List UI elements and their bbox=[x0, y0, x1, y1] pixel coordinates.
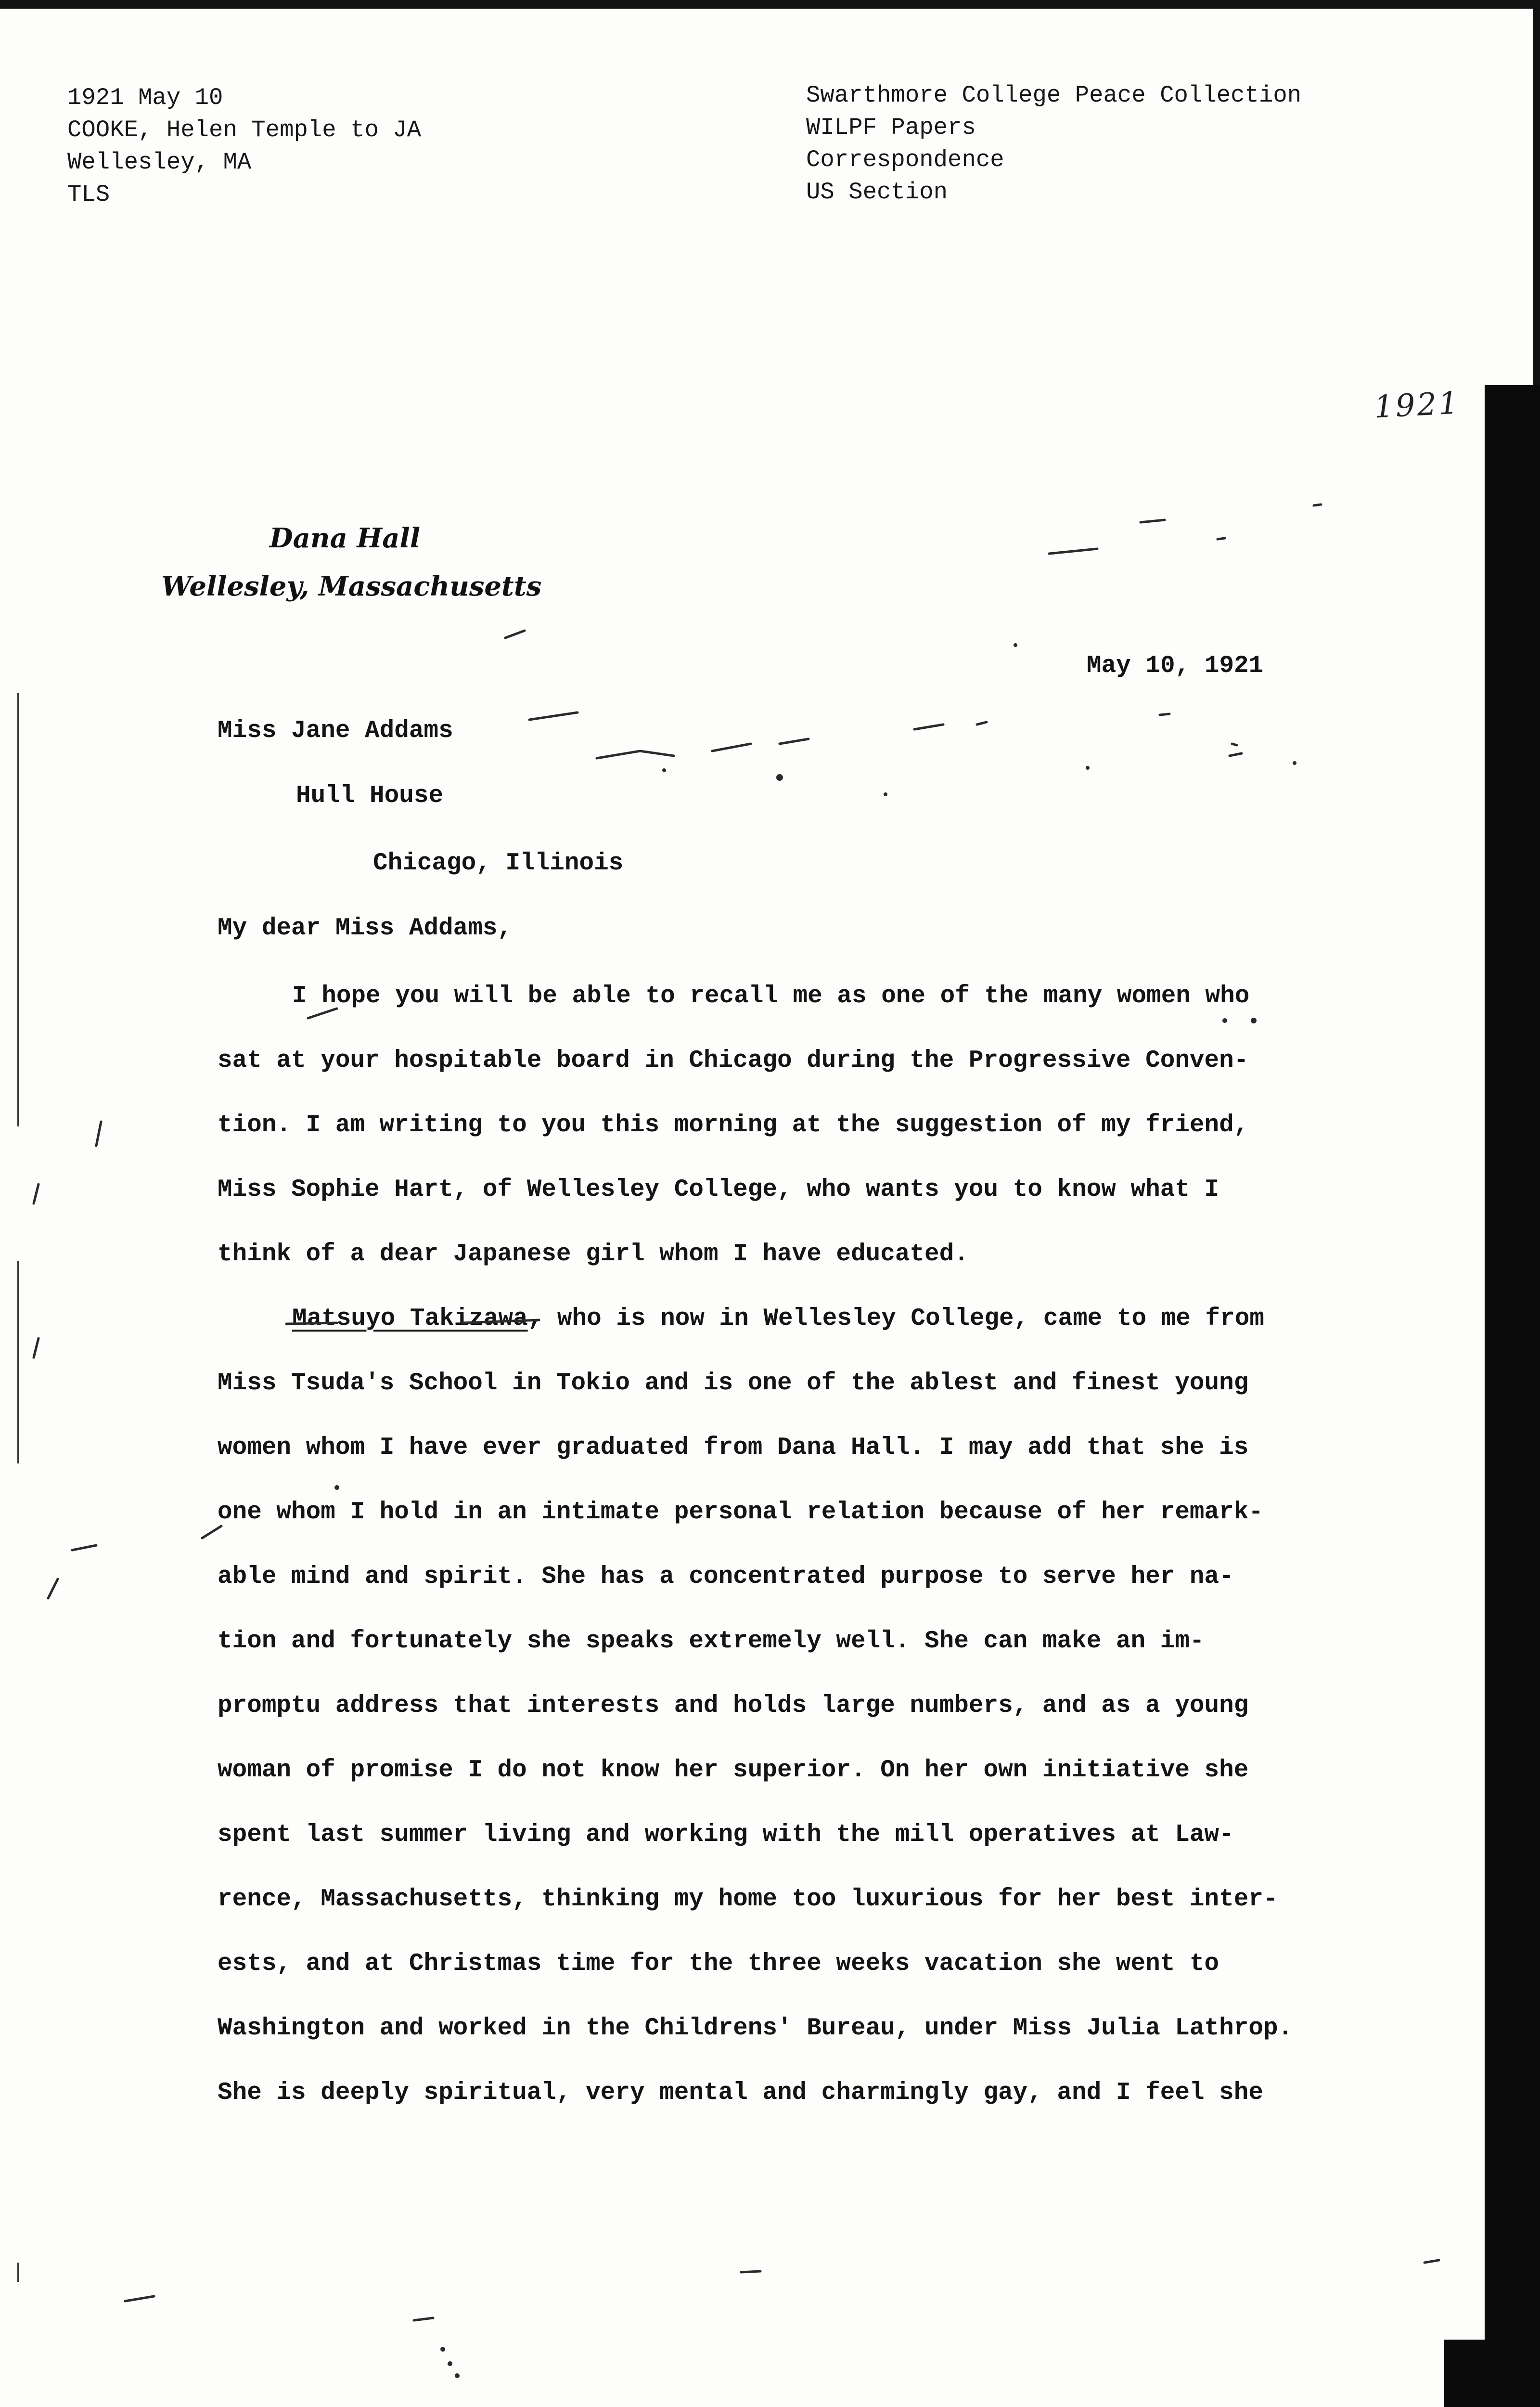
catalog-section: US Section bbox=[806, 179, 948, 206]
stray-mark bbox=[34, 1184, 38, 1204]
text-line: Washington and worked in the Childrens' Bureau, under Miss Julia Lathrop. bbox=[218, 2015, 1293, 2042]
recipient-address-line1: Hull House bbox=[296, 782, 444, 810]
stray-mark bbox=[505, 631, 525, 638]
stray-mark bbox=[780, 739, 808, 744]
stray-mark bbox=[308, 1009, 337, 1018]
stray-mark bbox=[1049, 549, 1097, 554]
speck bbox=[455, 2373, 460, 2378]
handwritten-year: 1921 bbox=[1373, 385, 1461, 426]
recipient-name: Miss Jane Addams bbox=[218, 717, 453, 745]
speck bbox=[776, 774, 783, 781]
catalog-subseries: Correspondence bbox=[806, 146, 1004, 173]
text-line: promptu address that interests and holds large numbers, and as a young bbox=[218, 1692, 1249, 1720]
stray-mark bbox=[712, 744, 751, 751]
stray-mark bbox=[1232, 744, 1237, 745]
stray-mark bbox=[48, 1579, 58, 1598]
speck bbox=[662, 768, 666, 772]
text-line-rest: , who is now in Wellesley College, came to me from bbox=[527, 1305, 1264, 1333]
stray-mark bbox=[72, 1545, 96, 1550]
speck bbox=[1014, 643, 1017, 647]
text-line: Miss Sophie Hart, of Wellesley College, who wants you to know what I bbox=[218, 1176, 1219, 1204]
text-line: rence, Massachusetts, thinking my home too luxurious for her best inter- bbox=[218, 1886, 1278, 1913]
text-line: spent last summer living and working with the mill operatives at Law- bbox=[218, 1821, 1234, 1849]
stray-mark bbox=[529, 712, 578, 720]
stray-mark bbox=[1230, 753, 1242, 756]
speck bbox=[1222, 1018, 1227, 1023]
stray-mark bbox=[125, 2296, 154, 2301]
speck bbox=[1293, 761, 1296, 765]
stray-mark bbox=[1141, 520, 1165, 522]
text-line: She is deeply spiritual, very mental and charmingly gay, and I feel she bbox=[218, 2079, 1263, 2107]
stray-mark bbox=[977, 722, 987, 725]
text-line: think of a dear Japanese girl whom I have educated. bbox=[218, 1241, 969, 1268]
speck bbox=[1251, 1018, 1257, 1023]
stray-mark bbox=[414, 2318, 433, 2320]
stray-mark bbox=[1424, 2260, 1439, 2263]
catalog-series: WILPF Papers bbox=[806, 114, 976, 141]
text-line: tion. I am writing to you this morning at the suggestion of my friend, bbox=[218, 1112, 1249, 1139]
text-line: women whom I have ever graduated from Dana Hall. I may add that she is bbox=[218, 1434, 1249, 1462]
stray-mark bbox=[914, 725, 943, 729]
underlined-name: Matsuyo Takizawa bbox=[292, 1305, 528, 1333]
stray-mark bbox=[1218, 538, 1225, 539]
stray-mark bbox=[34, 1338, 38, 1358]
letterhead-school: Dana Hall bbox=[270, 522, 421, 554]
stray-mark bbox=[741, 2271, 760, 2272]
text-line: able mind and spirit. She has a concentrated purpose to serve her na- bbox=[218, 1563, 1234, 1591]
speck bbox=[1086, 766, 1090, 770]
speck bbox=[440, 2347, 445, 2352]
text-line: one whom I hold in an intimate personal relation because of her remark- bbox=[218, 1499, 1263, 1526]
text-line: I hope you will be able to recall me as one of the many women who bbox=[292, 983, 1250, 1010]
letter-date: May 10, 1921 bbox=[1087, 652, 1264, 680]
speck bbox=[334, 1485, 339, 1490]
stray-mark bbox=[462, 1320, 539, 1323]
stray-mark bbox=[1160, 714, 1169, 715]
catalog-date: 1921 May 10 bbox=[67, 84, 223, 111]
text-line: sat at your hospitable board in Chicago during the Progressive Conven- bbox=[218, 1047, 1249, 1074]
stray-mark bbox=[202, 1526, 221, 1538]
catalog-place: Wellesley, MA bbox=[67, 149, 252, 176]
stray-mark bbox=[597, 751, 674, 758]
text-line: woman of promise I do not know her superior. On her own initiative she bbox=[218, 1757, 1249, 1784]
speck bbox=[448, 2361, 452, 2366]
catalog-type: TLS bbox=[67, 181, 110, 208]
letterhead-place: Wellesley, Massachusetts bbox=[161, 570, 542, 602]
catalog-collection: Swarthmore College Peace Collection bbox=[806, 82, 1302, 109]
stray-mark bbox=[96, 1122, 101, 1146]
text-line: tion and fortunately she speaks extremely well. She can make an im- bbox=[218, 1628, 1205, 1655]
salutation: My dear Miss Addams, bbox=[218, 915, 513, 942]
catalog-correspondent: COOKE, Helen Temple to JA bbox=[67, 116, 422, 143]
text-line: Miss Tsuda's School in Tokio and is one of the ablest and finest young bbox=[218, 1370, 1249, 1397]
stray-mark bbox=[286, 1323, 337, 1324]
text-line: ests, and at Christmas time for the three weeks vacation she went to bbox=[218, 1950, 1219, 1978]
recipient-address-line2: Chicago, Illinois bbox=[373, 850, 624, 877]
speck bbox=[884, 792, 887, 796]
